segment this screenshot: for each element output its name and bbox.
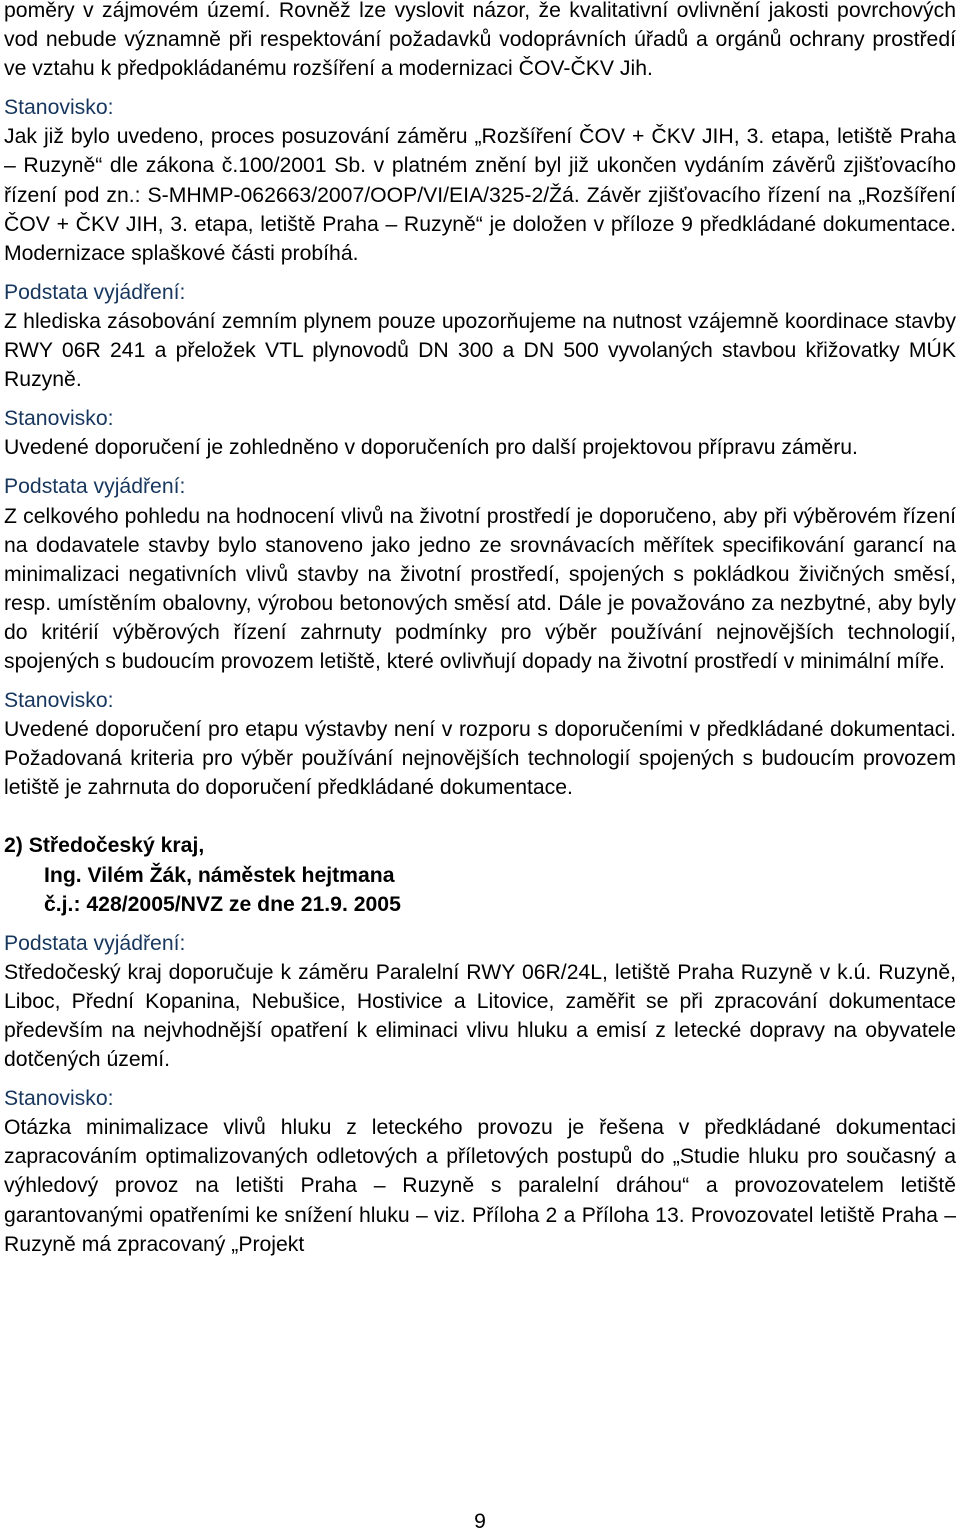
section-heading-author: Ing. Vilém Žák, náměstek hejtmana	[44, 863, 395, 887]
paragraph-podstata-3: Středočeský kraj doporučuje k záměru Paralelní RWY 06R/24L, letiště Praha Ruzyně v k.ú. Ruzyně, Liboc, Přední Kopanina, Nebušice, Hostivice a Litovice, zaměřit se při zpracování dokumentace především na nejvhodnější opatření k eliminaci vlivu hluku a emisí z letecké dopravy na obyvatele dotčených území.	[4, 960, 956, 1072]
paragraph-intro: poměry v zájmovém území. Rovněž lze vyslovit názor, že kvalitativní ovlivnění jakosti povrchových vod nebude významně při respektování požadavků vodoprávních úřadů a orgánů ochrany prostředí ve vztahu k předpokládanému rozšíření a modernizaci ČOV-ČKV Jih.	[4, 0, 956, 81]
label-stanovisko: Stanovisko:	[4, 96, 114, 120]
paragraph-stanovisko-2: Uvedené doporučení je zohledněno v doporučeních pro další projektovou přípravu záměru.	[4, 436, 858, 460]
label-stanovisko: Stanovisko:	[4, 407, 114, 431]
label-stanovisko: Stanovisko:	[4, 1087, 114, 1111]
paragraph-podstata-1: Z hlediska zásobování zemním plynem pouze upozorňujeme na nutnost vzájemně koordinace stavby RWY 06R 241 a přeložek VTL plynovodů DN 300 a DN 500 vyvolaných stavbou křižovatky MÚK Ruzyně.	[4, 309, 956, 392]
label-podstata: Podstata vyjádření:	[4, 475, 186, 499]
paragraph-stanovisko-4: Otázka minimalizace vlivů hluku z leteckého provozu je řešena v předkládané dokumentaci zapracováním optimalizovaných odletových a příletových postupů do „Studie hluku pro současný a výhledový provoz na letišti Praha – Ruzyně s paralelní dráhou“ a provozovatelem letiště garantovanými opatřeními ke snížení hluku – viz. Příloha 2 a Příloha 13. Provozovatel letiště Praha – Ruzyně má zpracovaný „Projekt	[4, 1116, 956, 1256]
paragraph-stanovisko-3: Uvedené doporučení pro etapu výstavby není v rozporu s doporučeními v předkládané dokumentaci. Požadovaná kriteria pro výběr používání nejnovějších technologií spojených s budoucím provozem letiště je zahrnuta do doporučení předkládané dokumentace.	[4, 718, 956, 800]
page-number: 9	[474, 1510, 486, 1533]
label-podstata: Podstata vyjádření:	[4, 931, 186, 955]
paragraph-stanovisko-1: Jak již bylo uvedeno, proces posuzování záměru „Rozšíření ČOV + ČKV JIH, 3. etapa, letiště Praha – Ruzyně“ dle zákona č.100/2001 Sb. v platném znění byl již ukončen vydáním závěrů zjišťovacího řízení pod zn.: S-MHMP-062663/2007/OOP/VI/EIA/325-2/Žá. Závěr zjišťovacího řízení na „Rozšíření ČOV + ČKV JIH, 3. etapa, letiště Praha – Ruzyně“ je doložen v příloze 9 předkládané dokumentace. Modernizace splaškové části probíhá.	[4, 125, 956, 265]
label-stanovisko: Stanovisko:	[4, 689, 114, 713]
section-heading: 2) Středočeský kraj,	[4, 834, 205, 858]
section-heading-reference: č.j.: 428/2005/NVZ ze dne 21.9. 2005	[44, 892, 401, 916]
document-page	[4, 0, 956, 1259]
paragraph-podstata-2: Z celkového pohledu na hodnocení vlivů na životní prostředí je doporučeno, aby při výběrovém řízení na dodavatele stavby bylo stanoveno jako jedno ze srovnávacích měřítek specifikování garancí na minimalizaci negativních vlivů stavby na životní prostředí, spojených s pokládkou živičných směsí, resp. umístěním obalovny, výrobou betonových směsí atd. Dále je považováno za nezbytné, aby byly do kritérií výběrových řízení zahrnuty podmínky pro výběr používání nejnovějších technologií, spojených s budoucím provozem letiště, které ovlivňují dopady na životní prostředí v minimální míře.	[4, 504, 956, 673]
label-podstata: Podstata vyjádření:	[4, 280, 186, 304]
